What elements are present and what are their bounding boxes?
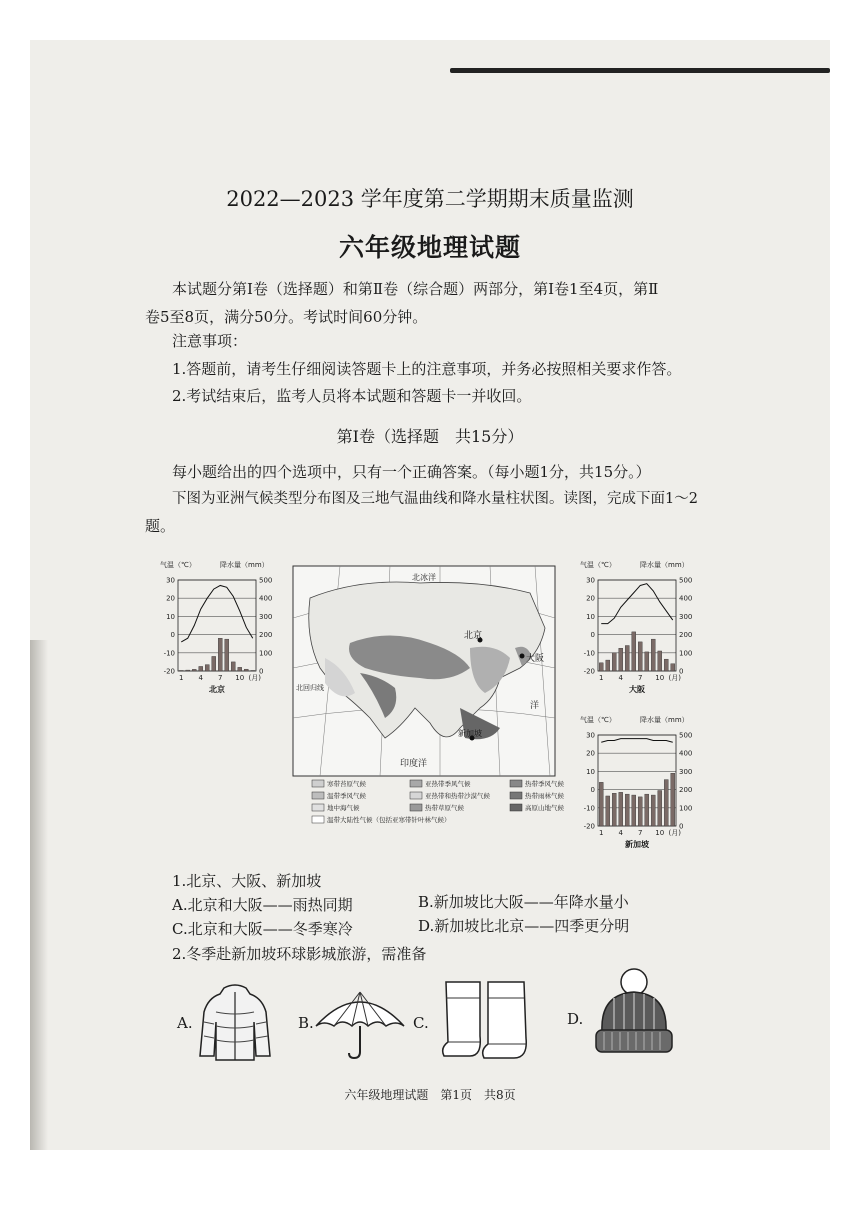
temp-tick-label: 20 xyxy=(586,749,595,758)
month-tick-label: (月) xyxy=(668,674,681,682)
q1-option-d[interactable]: D.新加坡比北京——四季更分明 xyxy=(418,917,630,935)
map-label-arctic: 北冰洋 xyxy=(412,573,436,582)
temp-tick-label: 0 xyxy=(590,786,595,795)
precip-bar xyxy=(645,794,649,826)
legend-label: 热带季风气候 xyxy=(525,780,564,788)
precip-tick-label: 300 xyxy=(259,612,273,621)
precip-bar xyxy=(599,663,603,671)
rain-boots-icon[interactable] xyxy=(440,976,530,1062)
map-label-osaka: 大阪 xyxy=(526,654,545,664)
precip-bar xyxy=(179,670,183,671)
map-label-indian: 印度洋 xyxy=(400,759,428,769)
legend-swatch xyxy=(510,804,522,811)
chart-beijing xyxy=(160,560,272,694)
q2-label-c: C. xyxy=(413,1014,429,1032)
temp-axis-label: 气温（℃） xyxy=(580,561,616,569)
month-tick-label: 1 xyxy=(599,674,604,682)
exam-subtitle: 六年级地理试题 xyxy=(338,233,521,262)
city-label: 新加坡 xyxy=(625,840,649,848)
plot-frame xyxy=(598,580,676,671)
temp-tick-label: 30 xyxy=(586,576,595,585)
temp-tick-label: 10 xyxy=(166,612,175,621)
month-tick-label: 4 xyxy=(198,674,203,682)
precip-bar xyxy=(625,646,629,671)
legend-swatch xyxy=(312,804,324,811)
precip-bar xyxy=(186,670,190,671)
legend-swatch xyxy=(312,816,324,823)
temp-axis-label: 气温（℃） xyxy=(580,716,616,724)
precip-bar xyxy=(244,669,248,671)
city-label: 大阪 xyxy=(629,685,645,694)
month-tick-label: 10 xyxy=(235,674,245,682)
precip-bar xyxy=(205,665,209,671)
temp-tick-label: -10 xyxy=(583,804,595,813)
intro-line-1: 本试题分第Ⅰ卷（选择题）和第Ⅱ卷（综合题）两部分，第Ⅰ卷1至4页，第Ⅱ xyxy=(172,280,659,298)
month-tick-label: (月) xyxy=(248,674,261,682)
page-shadow xyxy=(30,640,48,1150)
precip-tick-label: 0 xyxy=(259,667,264,676)
month-tick-label: 1 xyxy=(179,674,184,682)
precip-tick-label: 500 xyxy=(679,731,693,740)
notice-title: 注意事项： xyxy=(172,332,248,350)
q2-label-a: A. xyxy=(177,1014,193,1032)
precip-bar xyxy=(606,660,610,671)
legend-label: 亚热带季风气候 xyxy=(425,780,471,788)
legend-swatch xyxy=(410,780,422,787)
temp-line xyxy=(181,585,253,641)
precip-bar xyxy=(632,795,636,826)
month-tick-label: 4 xyxy=(618,829,623,837)
precip-bar xyxy=(212,656,216,671)
precip-tick-label: 0 xyxy=(679,822,684,831)
map-label-pacific: 洋 xyxy=(530,701,540,711)
intro-line-2: 卷5至8页，满分50分。考试时间60分钟。 xyxy=(145,308,428,326)
precip-bar xyxy=(218,638,222,671)
umbrella-icon[interactable] xyxy=(312,988,408,1062)
precip-tick-label: 400 xyxy=(259,594,273,603)
q1-option-a[interactable]: A.北京和大阪——雨热同期 xyxy=(172,896,353,914)
exam-title: 2022—2023 学年度第二学期期末质量监测 xyxy=(226,187,634,211)
precip-bar xyxy=(638,797,642,826)
temp-tick-label: 20 xyxy=(586,594,595,603)
legend-swatch xyxy=(312,780,324,787)
figure-intro-1: 下图为亚洲气候类型分布图及三地气温曲线和降水量柱状图。读图，完成下面1～2 xyxy=(172,491,698,507)
month-tick-label: 10 xyxy=(655,674,665,682)
legend-label: 亚热带和热带沙漠气候 xyxy=(425,792,490,800)
question-2: 2.冬季赴新加坡环球影城旅游，需准备 xyxy=(172,945,427,963)
map-legend xyxy=(312,779,565,824)
notice-item-2: 2.考试结束后，监考人员将本试题和答题卡一并收回。 xyxy=(172,387,532,405)
legend-label: 热带草原气候 xyxy=(425,804,464,812)
temp-tick-label: 20 xyxy=(166,594,175,603)
precip-bar xyxy=(612,793,616,826)
precip-axis-label: 降水量（mm） xyxy=(640,716,689,724)
precip-bar xyxy=(632,632,636,671)
month-tick-label: 10 xyxy=(655,829,665,837)
precip-bar xyxy=(612,653,616,671)
temp-tick-label: 10 xyxy=(586,767,595,776)
legend-swatch xyxy=(410,792,422,799)
precip-tick-label: 500 xyxy=(259,576,273,585)
precip-bar xyxy=(606,796,610,826)
precip-bar xyxy=(251,670,255,671)
precip-bar xyxy=(638,642,642,671)
temp-tick-label: 30 xyxy=(586,731,595,740)
legend-swatch xyxy=(510,780,522,787)
month-tick-label: (月) xyxy=(668,829,681,837)
precip-bar xyxy=(664,659,668,671)
precip-tick-label: 300 xyxy=(679,767,693,776)
down-jacket-icon[interactable] xyxy=(196,982,274,1064)
map-label-tropic: 北回归线 xyxy=(296,684,324,692)
precip-axis-label: 降水量（mm） xyxy=(220,561,269,569)
temp-tick-label: 0 xyxy=(170,631,175,640)
asia-climate-map xyxy=(293,566,555,776)
map-label-beijing: 北京 xyxy=(464,631,483,641)
precip-bar xyxy=(658,791,662,826)
city-label: 北京 xyxy=(209,685,225,694)
precip-bar xyxy=(625,794,629,826)
map-label-singapore: 新加坡 xyxy=(458,729,482,738)
temp-tick-label: -10 xyxy=(583,649,595,658)
month-tick-label: 7 xyxy=(638,829,643,837)
precip-tick-label: 100 xyxy=(679,649,693,658)
page-footer: 六年级地理试题 第1页 共8页 xyxy=(344,1088,516,1102)
q1-option-b[interactable]: B.新加坡比大阪——年降水量小 xyxy=(418,893,629,911)
precip-bar xyxy=(671,773,675,826)
temp-tick-label: 0 xyxy=(590,631,595,640)
q1-option-c[interactable]: C.北京和大阪——冬季寒冷 xyxy=(172,920,353,938)
plot-frame xyxy=(178,580,256,671)
temp-line xyxy=(601,584,673,624)
precip-tick-label: 400 xyxy=(679,594,693,603)
chart-singapore xyxy=(580,715,692,848)
precip-tick-label: 400 xyxy=(679,749,693,758)
legend-label: 温带季风气候 xyxy=(327,792,366,800)
precip-tick-label: 500 xyxy=(679,576,693,585)
precip-axis-label: 降水量（mm） xyxy=(640,561,689,569)
temp-tick-label: 10 xyxy=(586,612,595,621)
precip-tick-label: 200 xyxy=(679,631,693,640)
precip-bar xyxy=(645,652,649,671)
figure-intro-2: 题。 xyxy=(145,517,176,535)
temp-line xyxy=(601,739,673,743)
precip-tick-label: 0 xyxy=(679,667,684,676)
legend-swatch xyxy=(510,792,522,799)
knit-hat-icon[interactable] xyxy=(592,966,676,1058)
precip-bar xyxy=(651,639,655,671)
temp-tick-label: -20 xyxy=(163,667,175,676)
precip-tick-label: 300 xyxy=(679,612,693,621)
chart-osaka xyxy=(580,560,692,694)
precip-tick-label: 200 xyxy=(679,786,693,795)
legend-label: 温带大陆性气候（包括亚寒带针叶林气候） xyxy=(327,816,451,824)
precip-bar xyxy=(619,792,623,826)
precip-bar xyxy=(599,782,603,826)
temp-tick-label: 30 xyxy=(166,576,175,585)
precip-bar xyxy=(664,780,668,826)
q2-label-b: B. xyxy=(298,1014,314,1032)
precip-tick-label: 100 xyxy=(259,649,273,658)
precip-bar xyxy=(619,648,623,671)
legend-label: 寒带苔原气候 xyxy=(327,780,366,788)
temp-tick-label: -20 xyxy=(583,822,595,831)
legend-label: 地中海气候 xyxy=(327,804,360,812)
q2-label-d: D. xyxy=(567,1010,584,1028)
precip-bar xyxy=(658,651,662,671)
climate-figure xyxy=(160,558,700,848)
legend-label: 高原山地气候 xyxy=(525,804,564,812)
precip-bar xyxy=(225,639,229,671)
question-1: 1.北京、大阪、新加坡 xyxy=(172,872,322,890)
month-tick-label: 7 xyxy=(218,674,223,682)
precip-bar xyxy=(192,669,196,671)
precip-tick-label: 200 xyxy=(259,631,273,640)
temp-tick-label: -20 xyxy=(583,667,595,676)
scan-edge-bar xyxy=(450,68,830,73)
temp-axis-label: 气温（℃） xyxy=(160,561,196,569)
precip-tick-label: 100 xyxy=(679,804,693,813)
precip-bar xyxy=(238,667,242,671)
legend-swatch xyxy=(410,804,422,811)
precip-bar xyxy=(199,666,203,671)
legend-swatch xyxy=(312,792,324,799)
section-desc: 每小题给出的四个选项中，只有一个正确答案。（每小题1分，共15分。） xyxy=(172,463,651,481)
month-tick-label: 7 xyxy=(638,674,643,682)
precip-bar xyxy=(231,662,235,671)
month-tick-label: 4 xyxy=(618,674,623,682)
section-title: 第Ⅰ卷（选择题 共15分） xyxy=(336,427,524,446)
temp-tick-label: -10 xyxy=(163,649,175,658)
legend-label: 热带雨林气候 xyxy=(525,792,564,800)
month-tick-label: 1 xyxy=(599,829,604,837)
precip-bar xyxy=(671,664,675,671)
precip-bar xyxy=(651,795,655,826)
notice-item-1: 1.答题前，请考生仔细阅读答题卡上的注意事项，并务必按照相关要求作答。 xyxy=(172,360,682,378)
